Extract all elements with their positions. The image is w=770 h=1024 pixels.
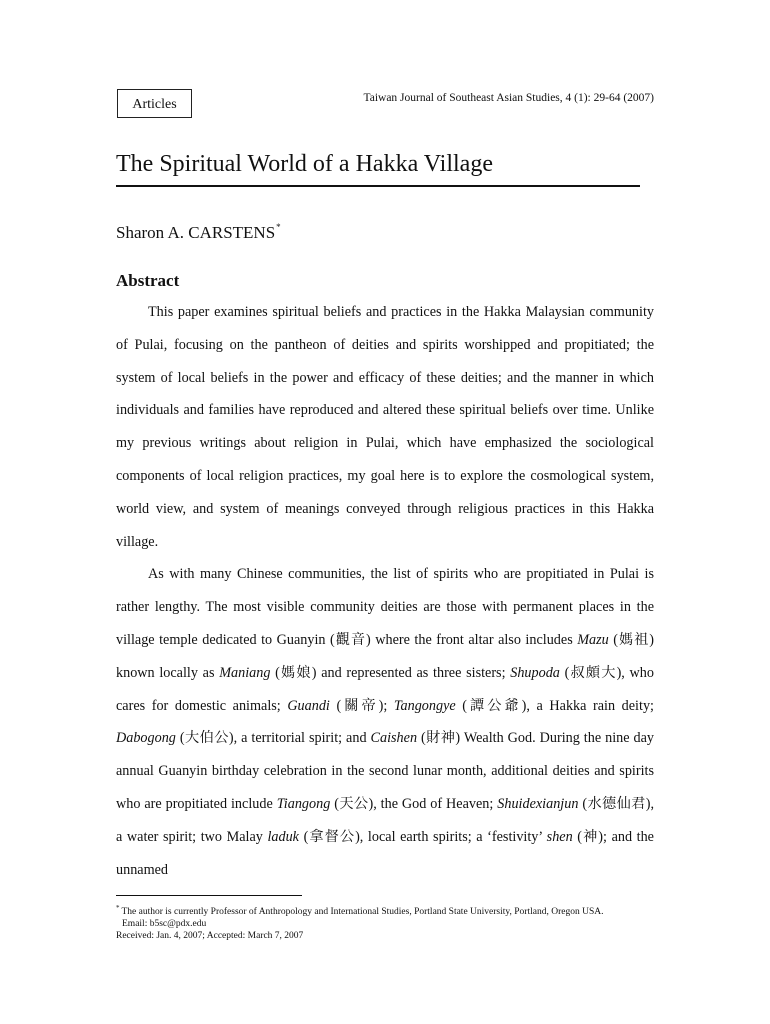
text-run: (財神) Wealth God. During the nine day annual Guanyin birthday celebration in the second lunar month, additional deities and spirits who are propitiated include (116, 730, 654, 812)
footnote-mark: * (116, 904, 120, 912)
italic-term: Guandi (287, 697, 330, 714)
text-run: (拿督公), local earth spirits; a ‘festivity’ (298, 828, 547, 845)
footnote (116, 902, 676, 942)
footnote-rule (116, 895, 302, 896)
title-rule (116, 185, 640, 187)
footnote-affiliation: The author is currently Professor of Anthropology and International Studies, Portland State University, Portland, Oregon USA. (121, 907, 604, 917)
italic-term: Mazu (577, 631, 609, 648)
italic-term: Tangongye (393, 697, 456, 714)
italic-term: Maniang (219, 664, 271, 681)
footnote-email: Email: b5sc@pdx.edu (122, 919, 207, 929)
italic-term: shen (546, 828, 573, 845)
text-run: (水德仙君), a water spirit; two Malay (116, 795, 654, 845)
paragraph (116, 296, 654, 558)
footnote-dates: Received: Jan. 4, 2007; Accepted: March 7, 2007 (116, 931, 304, 941)
italic-term: Shupoda (510, 664, 560, 681)
author-line (116, 222, 281, 243)
italic-term: Dabogong (116, 730, 176, 747)
journal-citation: Taiwan Journal of Southeast Asian Studies, 4 (1): 29-64 (2007) (363, 92, 654, 104)
text-run: This paper examines spiritual beliefs and practices in the Hakka Malaysian community of Pulai, focusing on the pantheon of deities and spirits worshipped and propitiated; the system of local beliefs in the power and efficacy of these deities; and the manner in which individuals and families have reproduced and altered these spiritual beliefs over time. Unlike my previous writings about religion in Pulai, which have emphasized the sociological components of local religion practices, my goal here is to explore the cosmological system, world view, and system of meanings conveyed through religious practices in this Hakka village. (116, 304, 654, 550)
text-run: As with many Chinese communities, the list of spirits who are propitiated in Pulai is rather lengthy. The most visible community deities are those with permanent places in the village temple dedicated to Guanyin (觀音) where the front altar also includes (116, 566, 654, 648)
italic-term: Caishen (370, 730, 418, 747)
author-name: Sharon A. CARSTENS (116, 223, 276, 242)
abstract-body (116, 296, 654, 886)
text-run: (神); and the unnamed (116, 828, 654, 878)
text-run: (大伯公), a territorial spirit; and (175, 730, 371, 747)
text-run: (叔頗大), who cares for domestic animals; (116, 664, 654, 714)
article-title: The Spiritual World of a Hakka Village (116, 151, 493, 177)
footnote-author-note (116, 902, 676, 918)
text-run: (天公), the God of Heaven; (330, 795, 498, 812)
section-label: Articles (117, 89, 192, 118)
text-run: (譚公爺), a Hakka rain deity; (455, 697, 654, 714)
text-run: (關帝); (329, 697, 394, 714)
abstract-heading: Abstract (116, 271, 180, 290)
text-run: (媽祖) known locally as (116, 631, 654, 681)
italic-term: Shuidexianjun (497, 795, 579, 812)
italic-term: laduk (267, 828, 299, 845)
text-run: (媽娘) and represented as three sisters; (270, 664, 511, 681)
italic-term: Tiangong (276, 795, 331, 812)
author-footnote-mark: * (276, 222, 281, 232)
paragraph (116, 558, 654, 886)
